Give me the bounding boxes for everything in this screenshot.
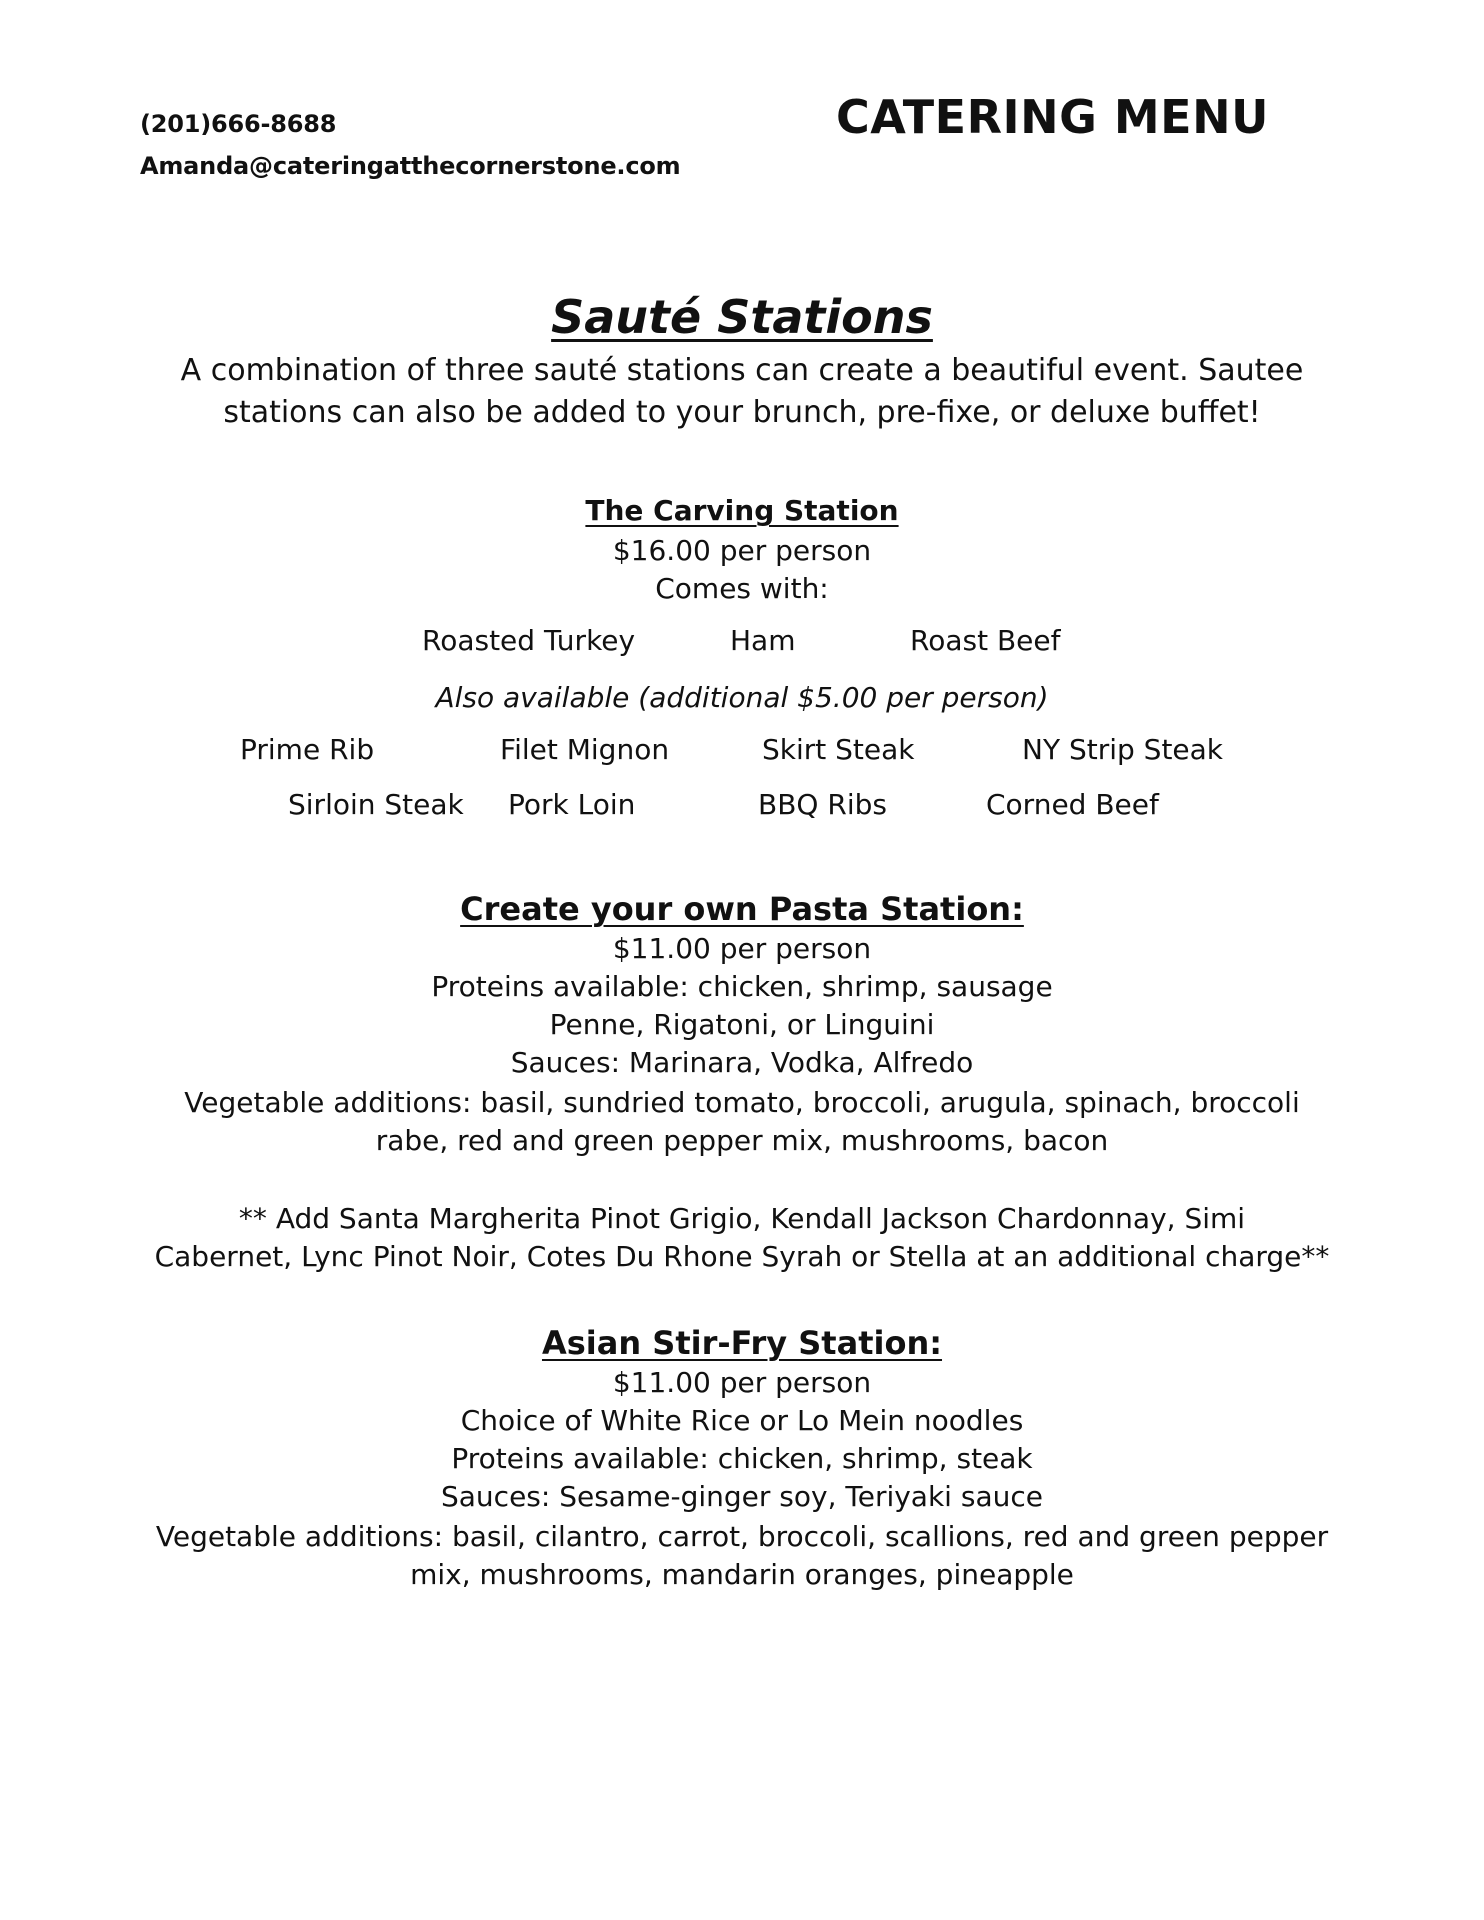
asian-station-title: Asian Stir-Fry Station: bbox=[541, 1324, 943, 1362]
pasta-veg-line-2: rabe, red and green pepper mix, mushrooms, bacon bbox=[375, 1124, 1109, 1157]
page-title: Sauté Stations bbox=[551, 290, 933, 344]
asian-station-details bbox=[0, 1364, 1484, 1594]
carving-item-roast-beef: Roast Beef bbox=[910, 624, 1061, 657]
asian-veg-line-2: mix, mushrooms, mandarin oranges, pineapple bbox=[410, 1558, 1074, 1591]
pasta-price: $11.00 per person bbox=[612, 932, 872, 965]
carving-extra-skirt-steak: Skirt Steak bbox=[762, 733, 915, 766]
carving-comes-with: Comes with: bbox=[655, 572, 829, 605]
pasta-station-title: Create your own Pasta Station: bbox=[460, 890, 1024, 928]
carving-station-title: The Carving Station bbox=[585, 494, 899, 527]
wine-note-line-2: Cabernet, Lync Pinot Noir, Cotes Du Rhone Syrah or Stella at an additional charge** bbox=[154, 1240, 1330, 1273]
carving-extra-ny-strip-steak: NY Strip Steak bbox=[1022, 733, 1224, 766]
carving-extra-filet-mignon: Filet Mignon bbox=[500, 733, 670, 766]
pasta-sauces: Sauces: Marinara, Vodka, Alfredo bbox=[510, 1046, 974, 1079]
carving-extra-prime-rib: Prime Rib bbox=[240, 733, 375, 766]
carving-also-available: Also available (additional $5.00 per person) bbox=[435, 681, 1049, 714]
carving-item-roasted-turkey: Roasted Turkey bbox=[422, 624, 636, 657]
carving-item-ham: Ham bbox=[730, 624, 796, 657]
pasta-types: Penne, Rigatoni, or Linguini bbox=[549, 1008, 935, 1041]
catering-menu-title: CATERING MENU bbox=[836, 90, 1269, 144]
wine-note bbox=[0, 1200, 1484, 1276]
asian-price: $11.00 per person bbox=[612, 1366, 872, 1399]
carving-extra-bbq-ribs: BBQ Ribs bbox=[758, 788, 887, 821]
phone-number: (201)666-8688 bbox=[140, 110, 337, 138]
asian-veg-line-1: Vegetable additions: basil, cilantro, carrot, broccoli, scallions, red and green pepper bbox=[155, 1520, 1329, 1553]
asian-sauces: Sauces: Sesame-ginger soy, Teriyaki sauce bbox=[441, 1480, 1043, 1513]
carving-extra-corned-beef: Corned Beef bbox=[986, 788, 1159, 821]
carving-extra-pork-loin: Pork Loin bbox=[508, 788, 636, 821]
pasta-station-details bbox=[0, 930, 1484, 1160]
pasta-proteins: Proteins available: chicken, shrimp, sausage bbox=[431, 970, 1053, 1003]
email-address: Amanda@cateringatthecornerstone.com bbox=[140, 152, 681, 180]
intro-line-1: A combination of three sauté stations can create a beautiful event. Sautee bbox=[180, 353, 1304, 388]
intro-line-2: stations can also be added to your brunch, pre-fixe, or deluxe buffet! bbox=[223, 395, 1261, 430]
carving-extra-sirloin-steak: Sirloin Steak bbox=[288, 788, 464, 821]
asian-base: Choice of White Rice or Lo Mein noodles bbox=[460, 1404, 1024, 1437]
intro-text bbox=[0, 350, 1484, 434]
wine-note-line-1: ** Add Santa Margherita Pinot Grigio, Kendall Jackson Chardonnay, Simi bbox=[238, 1202, 1246, 1235]
carving-price: $16.00 per person bbox=[612, 534, 872, 567]
pasta-veg-line-1: Vegetable additions: basil, sundried tomato, broccoli, arugula, spinach, broccoli bbox=[184, 1086, 1300, 1119]
asian-proteins: Proteins available: chicken, shrimp, steak bbox=[451, 1442, 1033, 1475]
